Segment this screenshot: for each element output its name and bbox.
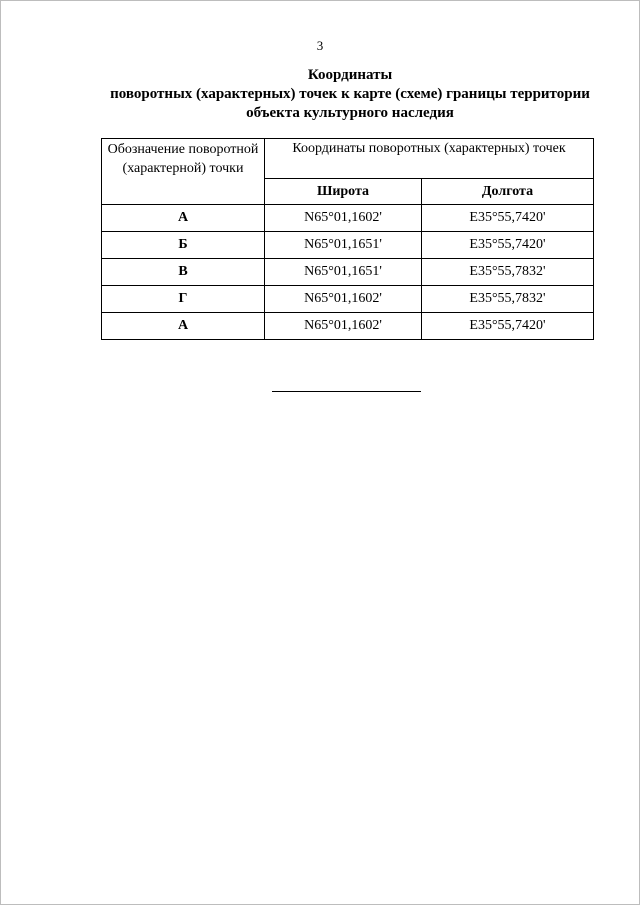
latitude-cell: N65°01,1602': [265, 286, 422, 313]
title-line-3: объекта культурного наследия: [246, 105, 454, 121]
table-row: [102, 205, 594, 232]
closing-rule-line: [272, 391, 421, 392]
table-row: [102, 259, 594, 286]
longitude-cell: E35°55,7420': [422, 313, 594, 340]
header-latitude: Широта: [265, 179, 422, 205]
document-title: [80, 66, 620, 123]
longitude-cell: E35°55,7420': [422, 205, 594, 232]
point-cell: А: [102, 313, 265, 340]
header-coordinates: Координаты поворотных (характерных) точек: [265, 139, 594, 179]
page-number: 3: [316, 38, 324, 53]
latitude-cell: N65°01,1602': [265, 205, 422, 232]
table-row: [102, 232, 594, 259]
title-line-1: Координаты: [307, 67, 393, 83]
longitude-cell: E35°55,7832': [422, 259, 594, 286]
table-row: [102, 286, 594, 313]
header-longitude: Долгота: [422, 179, 594, 205]
coordinates-table: [101, 138, 594, 340]
longitude-cell: E35°55,7832': [422, 286, 594, 313]
latitude-cell: N65°01,1651': [265, 259, 422, 286]
point-cell: В: [102, 259, 265, 286]
point-cell: Б: [102, 232, 265, 259]
table-header-row: [102, 139, 594, 179]
latitude-cell: N65°01,1602': [265, 313, 422, 340]
table-row: [102, 313, 594, 340]
header-point-designation: Обозначение поворотной (характерной) точки: [102, 139, 265, 205]
point-cell: А: [102, 205, 265, 232]
longitude-cell: E35°55,7420': [422, 232, 594, 259]
point-cell: Г: [102, 286, 265, 313]
latitude-cell: N65°01,1651': [265, 232, 422, 259]
title-line-2: поворотных (характерных) точек к карте (схеме) границы территории: [110, 86, 590, 102]
